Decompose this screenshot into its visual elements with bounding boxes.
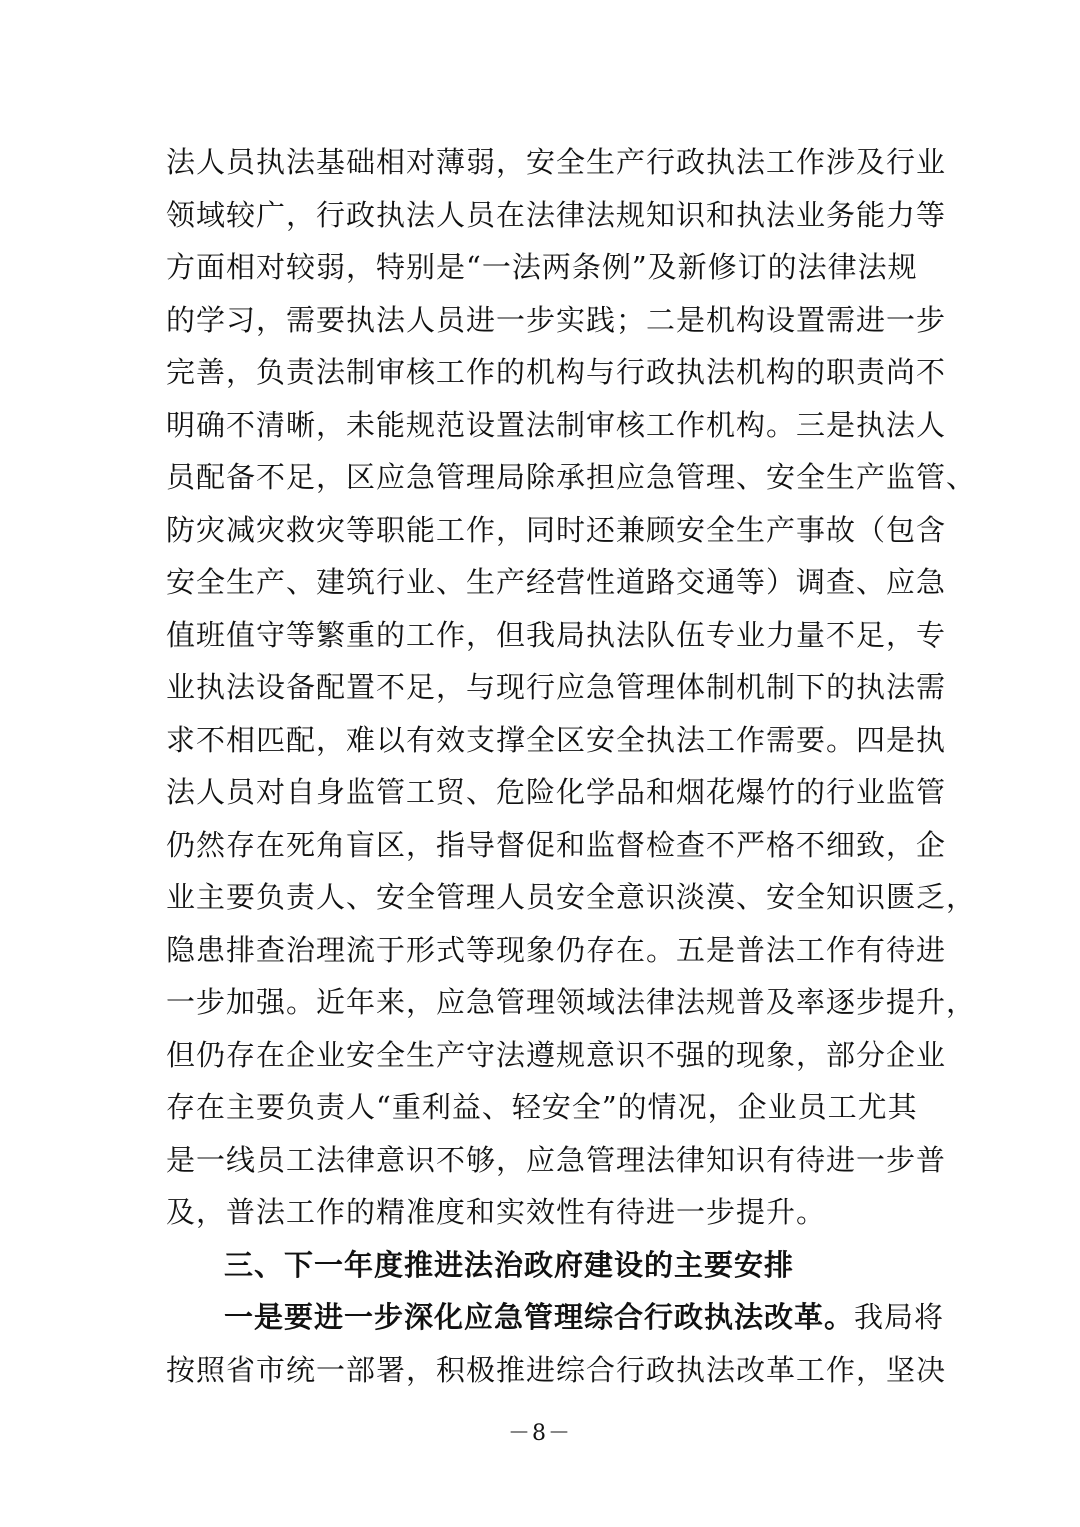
body-line: 安全生产、建筑行业、生产经营性道路交通等）调查、应急 [166,565,947,599]
body-line: 防灾减灾救灾等职能工作，同时还兼顾安全生产事故（包含 [166,512,947,547]
body-line: 明确不清晰，未能规范设置法制审核工作机构。三是执法人 [166,407,947,442]
body-line: 业主要负责人、安全管理人员安全意识淡漠、安全知识匮乏， [166,880,977,914]
section-paragraph-rest: 我局将 [854,1300,945,1334]
body-line: 完善，负责法制审核工作的机构与行政执法机构的职责尚不 [166,355,947,389]
page-number: －8－ [508,1421,572,1446]
section-paragraph-line [166,1291,945,1344]
body-line: 及，普法工作的精准度和实效性有待进一步提升。 [166,1195,827,1229]
body-line: 一步加强。近年来，应急管理领域法律法规普及率逐步提升， [166,985,977,1019]
body-line: 员配备不足，区应急管理局除承担应急管理、安全生产监管、 [166,460,977,494]
body-line: 领域较广，行政执法人员在法律法规知识和执法业务能力等 [166,197,947,232]
body-line: 法人员对自身监管工贸、危险化学品和烟花爆竹的行业监管 [166,775,947,809]
section-heading: 三、下一年度推进法治政府建设的主要安排 [224,1247,795,1282]
section-paragraph-line: 按照省市统一部署，积极推进综合行政执法改革工作，坚决 [166,1352,947,1387]
section-paragraph-lead: 一是要进一步深化应急管理综合行政执法改革。 [224,1300,855,1334]
body-line: 是一线员工法律意识不够，应急管理法律知识有待进一步普 [166,1142,947,1177]
body-line: 求不相匹配，难以有效支撑全区安全执法工作需要。四是执 [166,722,947,757]
body-line: 的学习，需要执法人员进一步实践；二是机构设置需进一步 [166,302,947,337]
body-line: 方面相对较弱，特别是“一法两条例”及新修订的法律法规 [166,250,918,284]
document-body [166,136,977,1396]
body-line: 存在主要负责人“重利益、轻安全”的情况，企业员工尤其 [166,1090,918,1124]
body-line: 隐患排查治理流于形式等现象仍存在。五是普法工作有待进 [166,932,947,967]
body-line: 法人员执法基础相对薄弱，安全生产行政执法工作涉及行业 [166,145,947,179]
body-line: 业执法设备配置不足，与现行应急管理体制机制下的执法需 [166,670,947,704]
body-line: 仍然存在死角盲区，指导督促和监督检查不严格不细致，企 [166,827,947,862]
body-line: 值班值守等繁重的工作，但我局执法队伍专业力量不足，专 [166,617,947,652]
body-line: 但仍存在企业安全生产守法遵规意识不强的现象，部分企业 [166,1037,947,1072]
